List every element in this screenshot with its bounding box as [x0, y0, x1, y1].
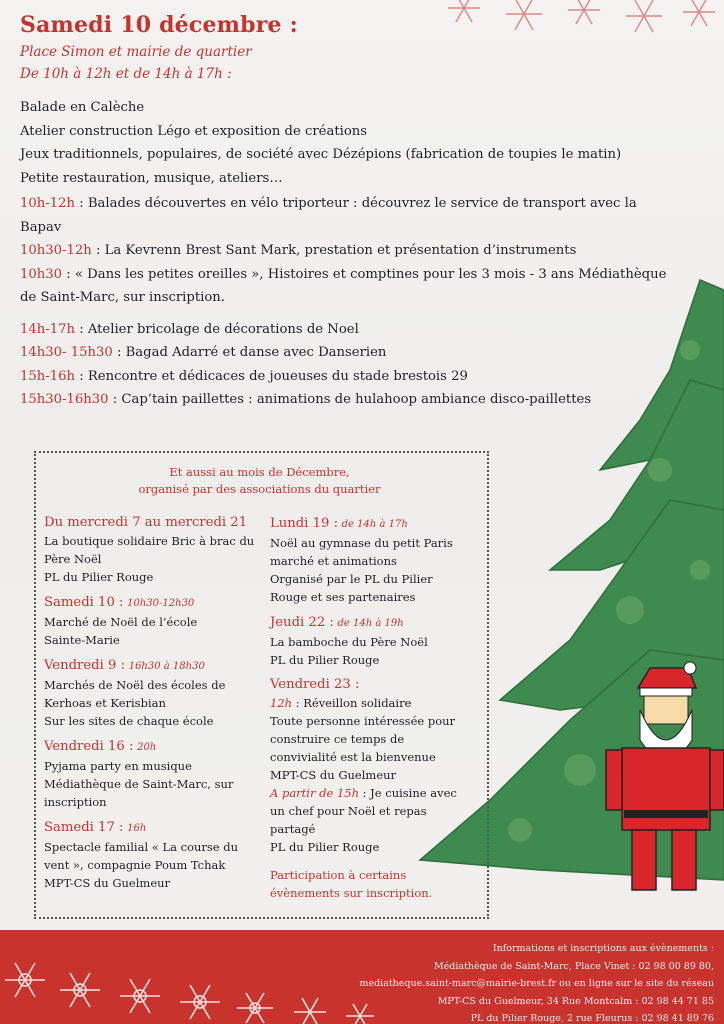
event-line: Marché de Noël de l’école [44, 615, 198, 629]
schedule-time: 15h-16h [20, 368, 76, 384]
event-time: 16h [127, 823, 147, 834]
event-line: : Réveillon solidaire [292, 696, 412, 710]
event-line: convivialité est la bienvenue [270, 750, 436, 764]
footer-line: Médiathèque de Saint-Marc, Place Vinet : 02 98 00 89 80, [433, 960, 714, 972]
schedule-time: 10h-12h [20, 196, 76, 211]
event-line: Marchés de Noël des écoles de [44, 678, 226, 692]
schedule-row [20, 239, 680, 263]
event-time: 12h [270, 696, 293, 710]
event-day: Lundi 19 : [270, 516, 339, 531]
participation-line: Participation à certains [270, 868, 407, 882]
activity-item: Jeux traditionnels, populaires, de société avec Dézépions (fabrication de toupies le matin) [20, 147, 622, 162]
event-line: Organisé par le PL du Pilier [270, 572, 433, 586]
event-time: 20h [137, 742, 157, 753]
event-line: MPT-CS du Guelmeur [270, 768, 397, 782]
activity-item: Atelier construction Légo et exposition de créations [20, 123, 368, 139]
event-block [44, 818, 258, 892]
box-right-column [270, 514, 482, 902]
box-left-column [44, 514, 258, 899]
event-line: Sainte-Marie [44, 633, 120, 647]
footer-contact-info [274, 940, 714, 1024]
event-day: Samedi 17 : [44, 820, 124, 835]
event-line: MPT-CS du Guelmeur [44, 876, 171, 890]
footer-line: mediatheque.saint-marc@mairie-brest.fr ou en ligne sur le site du réseau [359, 978, 714, 989]
footer-line: Informations et inscriptions aux évènements : [492, 943, 714, 954]
snowflake-border-top [424, 0, 724, 48]
event-line: Kerhoas et Kerisbian [44, 696, 166, 710]
event-block [44, 593, 258, 649]
participation-note [270, 866, 482, 902]
event-day: Vendredi 16 : [44, 739, 134, 754]
event-block [44, 737, 258, 811]
schedule-text: : Rencontre et dédicaces de joueuses du stade brestois 29 [75, 368, 468, 384]
box-heading-line: Et aussi au mois de Décembre, [169, 465, 350, 479]
schedule-text: : Cap’tain paillettes : animations de hulahoop ambiance disco-paillettes [108, 392, 592, 407]
schedule-text: : Balades découvertes en vélo triporteur : découvrez le service de transport avec la Bapav [20, 196, 637, 235]
schedule-row [20, 192, 680, 239]
event-date-title: Samedi 10 décembre : [20, 12, 298, 38]
event-time: 10h30-12h30 [127, 598, 195, 609]
event-block [44, 514, 258, 586]
event-line: marché et animations [270, 554, 397, 568]
schedule-time: 15h30-16h30 [20, 392, 109, 407]
event-day: Jeudi 22 : [270, 615, 334, 630]
footer-line: PL du Pilier Rouge, 2 rue Fleurus : 02 98 41 89 76 [470, 1013, 714, 1024]
event-line: vent », compagnie Poum Tchak [44, 858, 226, 872]
event-line: Toute personne intéressée pour [270, 714, 456, 728]
schedule-text: : Bagad Adarré et danse avec Danserien [112, 345, 387, 360]
activity-item: Balade en Calèche [20, 100, 145, 115]
participation-line: évènements sur inscription. [270, 886, 433, 900]
schedule-time: 14h-17h [20, 321, 76, 337]
event-line: PL du Pilier Rouge [270, 653, 380, 667]
event-line: PL du Pilier Rouge [44, 570, 154, 584]
event-place: Place Simon et mairie de quartier [20, 44, 252, 60]
event-line: PL du Pilier Rouge [270, 840, 380, 854]
event-block [44, 656, 258, 730]
event-block [270, 613, 482, 669]
schedule-time: 14h30- 15h30 [20, 345, 113, 360]
event-line: inscription [44, 795, 107, 809]
activities-list [20, 96, 680, 190]
event-day: Samedi 10 : [44, 595, 124, 610]
activity-item: Petite restauration, musique, ateliers… [20, 170, 283, 186]
event-line: Noël au gymnase du petit Paris [270, 536, 453, 550]
event-block [270, 676, 482, 856]
schedule-time: 10h30 [20, 266, 63, 282]
event-line: Rouge et ses partenaires [270, 590, 416, 604]
event-time: de 14h à 17h [341, 519, 408, 530]
box-heading-line: organisé par des associations du quartier [138, 482, 381, 496]
event-hours: De 10h à 12h et de 14h à 17h : [20, 66, 232, 82]
schedule-text: : « Dans les petites oreilles », Histoires et comptines pour les 3 mois - 3 ans Médiathèque de Saint-Marc, sur inscription. [20, 266, 667, 305]
event-day: Du mercredi 7 au mercredi 21 [44, 515, 248, 530]
event-line: Médiathèque de Saint-Marc, sur [44, 777, 234, 791]
event-line: Père Noël [44, 552, 102, 566]
box-heading [34, 464, 485, 498]
event-time: A partir de 15h [270, 786, 359, 800]
event-day: Vendredi 23 : [270, 677, 360, 692]
schedule-text: : Atelier bricolage de décorations de Noel [75, 321, 359, 337]
event-line: Spectacle familial « La course du [44, 840, 239, 854]
event-line: partagé [270, 822, 316, 836]
schedule-text: : La Kevrenn Brest Sant Mark, prestation et présentation d’instruments [91, 243, 577, 258]
event-line: La boutique solidaire Bric à brac du [44, 534, 255, 548]
schedule-time: 10h30-12h [20, 243, 92, 258]
event-line: Sur les sites de chaque école [44, 714, 214, 728]
event-line: Pyjama party en musique [44, 759, 192, 773]
event-block [270, 514, 482, 606]
event-line: : Je cuisine avec [359, 786, 457, 800]
event-time: de 14h à 19h [337, 618, 404, 629]
footer-line: MPT-CS du Guelmeur, 34 Rue Montcalm : 02 98 44 71 85 [437, 995, 714, 1007]
event-line: un chef pour Noël et repas [270, 804, 427, 818]
event-time: 16h30 à 18h30 [128, 661, 205, 672]
event-day: Vendredi 9 : [44, 658, 126, 673]
event-line: construire ce temps de [270, 732, 405, 746]
event-line: La bamboche du Père Noël [270, 635, 428, 649]
